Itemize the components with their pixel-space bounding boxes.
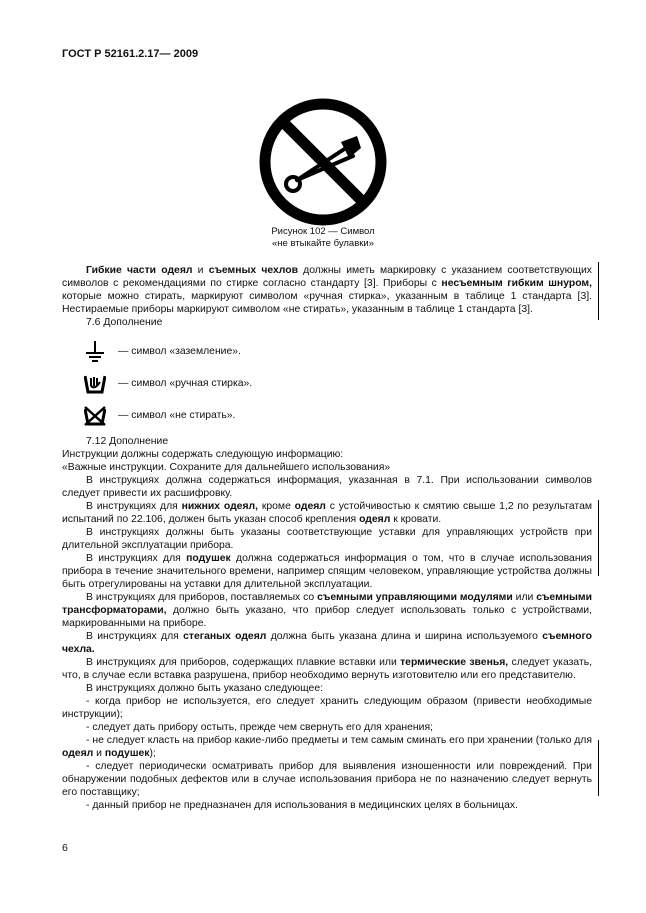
section-heading: 7.12 Дополнение: [86, 436, 169, 447]
text-run: «Важные инструкции. Сохраните для дальнейшего использования»: [62, 462, 391, 473]
bold-term: термические звенья,: [400, 657, 509, 668]
text-run: и: [93, 748, 105, 759]
section-heading: 7.6 Дополнение: [86, 317, 163, 328]
bold-term: одеял: [359, 514, 391, 525]
page-number: 6: [62, 842, 68, 854]
text-run: В инструкциях должна содержаться информация, указанная в 7.1. При использовании символов следует привести их расшифровку.: [62, 475, 592, 499]
text-run: В инструкциях для приборов, содержащих плавкие вставки или: [86, 657, 401, 668]
text-run: должны иметь маркировку с указанием соответствующих символов с рекомендациями по стирке согласно стандарту [3]. Приборы с: [62, 265, 592, 289]
text-run: В инструкциях для приборов, поставляемых со: [86, 592, 318, 603]
text-run: или: [512, 592, 537, 603]
text-run: В инструкциях для: [86, 501, 182, 512]
paragraph: [62, 695, 592, 721]
caption-line: «не втыкайте булавки»: [272, 238, 374, 249]
text-run: должна быть указана длина и ширина используемого: [266, 631, 543, 642]
caption-line: Рисунок 102 — Символ: [271, 226, 375, 237]
bold-term: стеганых одеял: [183, 631, 267, 642]
text-run: Инструкции должны содержать следующую информацию:: [62, 449, 344, 460]
ground-icon: [84, 340, 106, 362]
symbol-row: [84, 367, 592, 399]
paragraph: [62, 474, 592, 500]
text-run: - когда прибор не используется, его следует хранить следующим образом (привести необходимые инструкции);: [62, 696, 592, 720]
text-run: кроме: [258, 501, 295, 512]
paragraph: [62, 630, 592, 656]
change-bar: [598, 740, 599, 796]
bold-term: съемными управляющими модулями: [317, 592, 513, 603]
figure-caption: [223, 226, 423, 250]
paragraph: [62, 760, 592, 799]
paragraph: [62, 721, 592, 734]
text-run: В инструкциях должно быть указано следующее:: [86, 683, 324, 694]
text-run: с устойчивостью к смятию свыше 1,2 по результатам испытаний по 22.106, должен быть указан способ крепления: [62, 501, 592, 525]
bold-term: съемными трансформаторами,: [62, 592, 592, 616]
text-run: - следует периодически осматривать прибор для выявления изношенности или повреждений. При обнаружении подобных дефектов или в случае использования прибора не по назначению следует вернуть его поставщику;: [62, 761, 592, 798]
paragraph: [62, 461, 592, 474]
bold-term: Гибкие части одеял: [86, 265, 193, 276]
bold-term: подушек: [104, 748, 150, 759]
document-header: ГОСТ Р 52161.2.17— 2009: [62, 48, 199, 60]
paragraph-intro: [62, 264, 592, 316]
text-run: - не следует класть на прибор какие-либо предметы и тем самым сминать его при хранении (только для: [86, 735, 592, 746]
text-run: следует указать, что, в случае если вставка разрушена, прибор необходимо вернуть изготовителю или его представителю.: [62, 657, 592, 681]
paragraph: [62, 552, 592, 591]
bold-term: нижних одеял,: [181, 501, 259, 512]
text-run: В инструкциях для: [86, 631, 184, 642]
paragraph: [62, 526, 592, 552]
text-run: которые можно стирать, маркируют символом «ручная стирка», указанным в таблице 1 стандарта [3]. Нестираемые приборы маркируют символом «не стирать», указанным в таблице 1 стандарта [3].: [62, 291, 592, 315]
bold-term: съемного чехла.: [62, 631, 592, 655]
text-run: и: [192, 265, 209, 276]
bold-term: съемных чехлов: [208, 265, 298, 276]
paragraph: [62, 656, 592, 682]
do-not-wash-icon: [84, 404, 106, 426]
text-run: должна содержаться информация о том, что в случае использования прибора в течение значительного времени, например спящим человеком, управляющие устройства должны быть отрегулированы на уставки для длительной эксплуатации.: [62, 553, 593, 590]
no-safety-pin-icon: [257, 96, 389, 228]
symbol-row: [84, 335, 592, 367]
paragraph: [62, 591, 592, 630]
paragraph-lead: [62, 448, 592, 461]
change-bar: [598, 500, 599, 576]
symbol-row: [84, 399, 592, 431]
symbol-description: — символ «ручная стирка».: [118, 377, 253, 389]
change-bar: [598, 262, 599, 320]
text-run: - данный прибор не предназначен для использования в медицинских целях в больницах.: [86, 800, 518, 811]
paragraph: [62, 500, 592, 526]
text-run: В инструкциях для: [86, 553, 187, 564]
symbol-description: — символ «не стирать».: [118, 409, 236, 421]
paragraph: [62, 799, 592, 812]
text-run: );: [149, 748, 156, 759]
symbol-description: — символ «заземление».: [118, 345, 241, 357]
paragraph: [62, 682, 592, 695]
bold-term: подушек: [186, 553, 231, 564]
text-run: - следует дать прибору остыть, прежде чем свернуть его для хранения;: [86, 722, 433, 733]
hand-wash-icon: [84, 372, 106, 394]
paragraph: [62, 734, 592, 760]
bold-term: одеял: [294, 501, 326, 512]
bold-term: одеял: [62, 748, 94, 759]
text-run: должно быть указано, что прибор следует использовать только с устройствами, маркированными на приборе.: [62, 605, 592, 629]
text-run: к кровати.: [390, 514, 442, 525]
bold-term: несъемным гибким шнуром,: [441, 278, 592, 289]
text-run: В инструкциях должны быть указаны соответствующие уставки для управляющих устройств при длительной эксплуатации прибора.: [62, 527, 592, 551]
document-body: [62, 264, 592, 812]
